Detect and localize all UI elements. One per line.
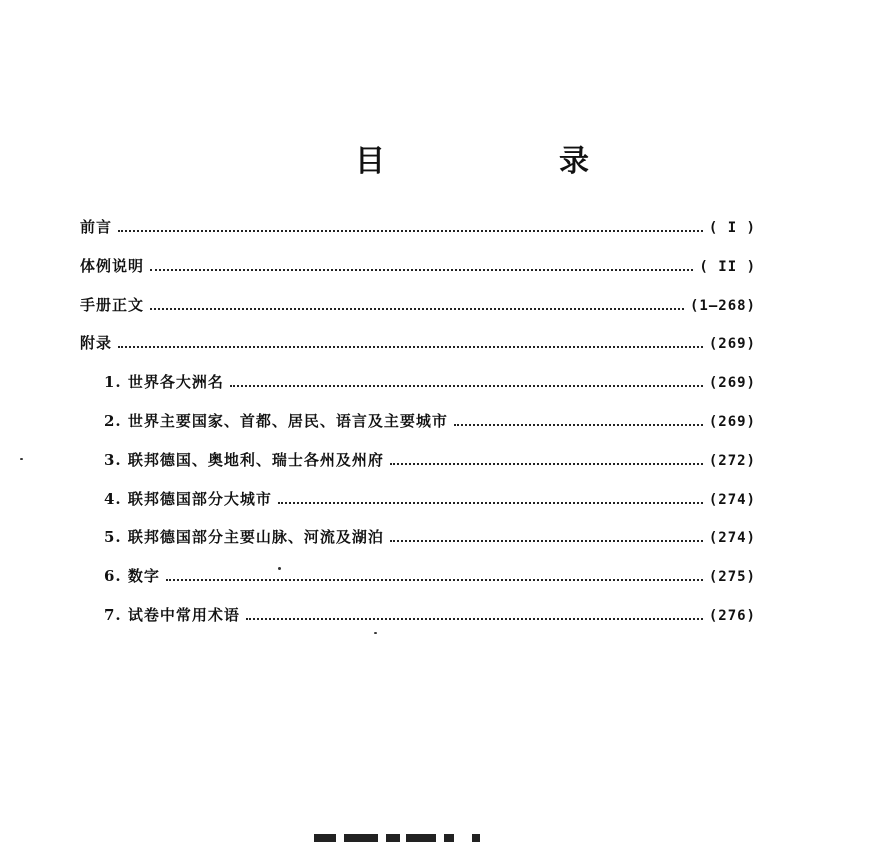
- toc-entry-label: 6. 数字: [104, 567, 160, 586]
- page-title: 目 录: [355, 144, 661, 179]
- toc-entry-page: (272): [708, 452, 756, 469]
- scan-speck: [278, 567, 281, 570]
- scan-speck: [20, 458, 23, 460]
- toc-entry-conventions: [80, 255, 756, 294]
- table-of-contents: [80, 216, 756, 643]
- toc-entry-page: (274): [708, 530, 756, 547]
- toc-entry-appendix-5: [80, 526, 756, 565]
- toc-entry-label: 3. 联邦德国、奥地利、瑞士各州及州府: [104, 450, 384, 469]
- dot-leader: [230, 385, 703, 387]
- toc-entry-page: (274): [708, 491, 756, 508]
- toc-entry-main-text: [80, 294, 756, 333]
- toc-entry-label: 4. 联邦德国部分大城市: [104, 489, 272, 508]
- toc-entry-label: 体例说明: [80, 256, 145, 275]
- toc-entry-appendix-1: [80, 371, 756, 410]
- toc-entry-label: 附录: [80, 334, 113, 353]
- toc-entry-label: 5. 联邦德国部分主要山脉、河流及湖泊: [104, 528, 384, 547]
- toc-entry-label: 前言: [80, 218, 113, 236]
- toc-entry-page: (1—268): [689, 297, 756, 314]
- dot-leader: [390, 463, 703, 465]
- dot-leader: [166, 579, 703, 581]
- toc-entry-appendix-4: [80, 488, 756, 527]
- dot-leader: [246, 618, 703, 620]
- cropped-text-fragment: [314, 826, 484, 842]
- toc-entry-label: 手册正文: [80, 295, 145, 314]
- toc-entry-appendix-3: [80, 449, 756, 488]
- toc-entry-page: (276): [708, 607, 756, 624]
- dot-leader: [454, 424, 703, 426]
- toc-entry-label: 2. 世界主要国家、首都、居民、语言及主要城市: [104, 411, 448, 430]
- dot-leader: [118, 230, 703, 232]
- toc-entry-preface: [80, 216, 756, 255]
- toc-entry-page: (269): [708, 336, 756, 353]
- dot-leader: [118, 346, 703, 348]
- toc-entry-appendix-6: [80, 565, 756, 604]
- dot-leader: [150, 308, 684, 310]
- toc-entry-appendix-7: [80, 604, 756, 643]
- toc-entry-label: 1. 世界各大洲名: [104, 373, 224, 392]
- dot-leader: [150, 269, 693, 271]
- dot-leader: [390, 540, 703, 542]
- toc-entry-appendix-2: [80, 410, 756, 449]
- toc-entry-label: 7. 试卷中常用术语: [104, 605, 240, 624]
- toc-entry-page: ( I ): [708, 220, 756, 236]
- toc-entry-page: (269): [708, 375, 756, 392]
- dot-leader: [278, 502, 703, 504]
- toc-entry-page: (275): [708, 569, 756, 586]
- toc-entry-page: ( II ): [699, 258, 756, 275]
- scan-speck: [374, 632, 377, 634]
- toc-entry-page: (269): [708, 413, 756, 430]
- toc-entry-appendix: [80, 332, 756, 371]
